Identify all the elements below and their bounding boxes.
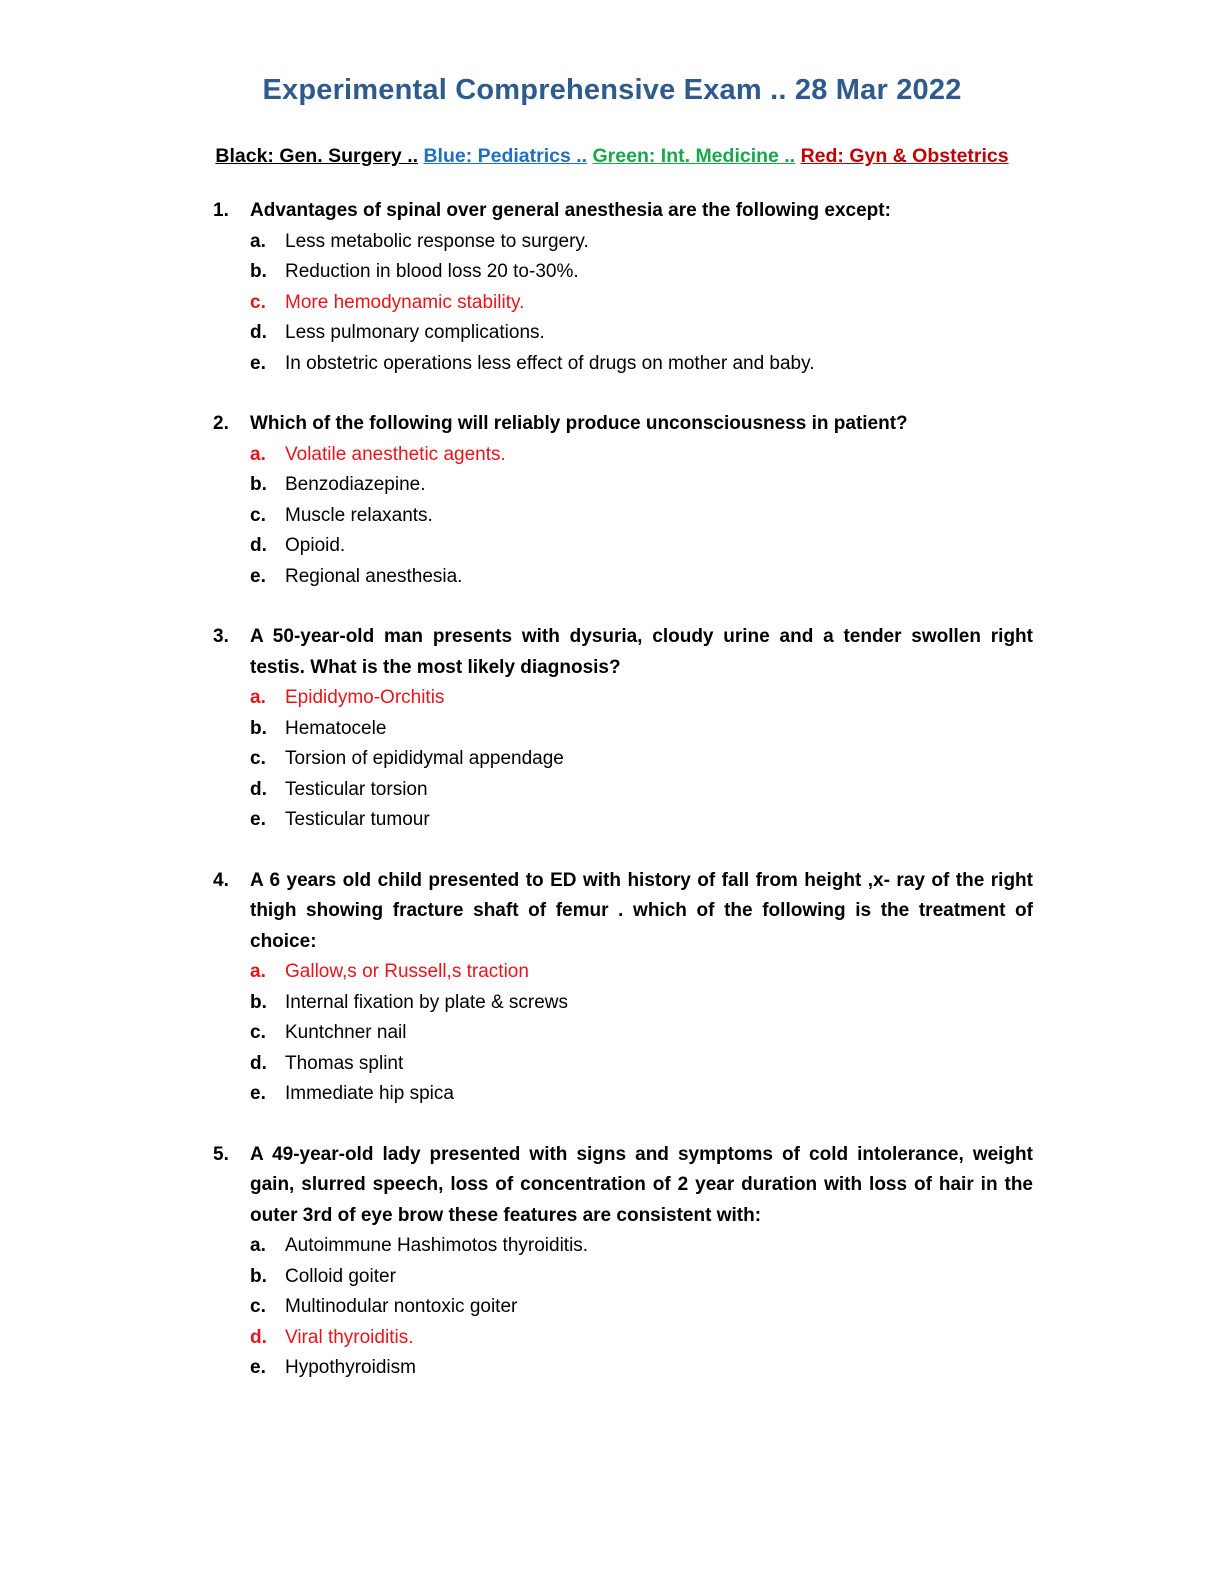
answer-option-correct [250, 1323, 1224, 1354]
answer-option [250, 470, 1224, 501]
option-text: Less pulmonary complications. [285, 322, 545, 343]
answer-option [250, 227, 1224, 258]
option-text: Internal fixation by plate & screws [285, 991, 569, 1013]
option-letter: b. [250, 991, 267, 1013]
question-2 [0, 409, 1224, 592]
option-text: Colloid goiter [285, 1265, 396, 1287]
option-text: Benzodiazepine. [285, 474, 426, 495]
option-text: Regional anesthesia. [285, 565, 463, 587]
option-letter: c. [250, 1022, 266, 1043]
question-5 [0, 1140, 1224, 1384]
answer-option [250, 1353, 1224, 1384]
option-text: Kuntchner nail [285, 1022, 407, 1043]
question-stem [213, 409, 1033, 440]
option-letter: a. [250, 443, 266, 465]
option-letter: c. [250, 291, 266, 313]
answer-option-correct [250, 440, 1224, 471]
answer-option [250, 1262, 1224, 1293]
option-text: More hemodynamic stability. [285, 291, 525, 313]
question-stem [213, 866, 1033, 958]
answer-option-correct [250, 288, 1224, 319]
option-letter: d. [250, 322, 267, 343]
answer-option [250, 501, 1224, 532]
option-text: Hypothyroidism [285, 1357, 416, 1378]
question-number: 4. [213, 869, 229, 891]
answer-option [250, 257, 1224, 288]
option-text: Testicular torsion [285, 778, 428, 800]
option-letter: b. [250, 1265, 267, 1287]
option-text: Gallow,s or Russell,s traction [285, 961, 529, 982]
answer-option-correct [250, 683, 1224, 714]
option-letter: a. [250, 230, 266, 252]
question-stem [213, 622, 1033, 683]
option-letter: b. [250, 717, 267, 739]
option-letter: e. [250, 1083, 266, 1104]
option-text: Multinodular nontoxic goiter [285, 1296, 518, 1317]
option-letter: a. [250, 1235, 266, 1256]
answer-option [250, 988, 1224, 1019]
answer-option [250, 1231, 1224, 1262]
option-text: Hematocele [285, 717, 387, 739]
option-letter: d. [250, 535, 267, 556]
option-letter: b. [250, 474, 267, 495]
legend-green: Green: Int. Medicine .. [592, 145, 796, 167]
question-text: A 49-year-old lady presented with signs and symptoms of cold intolerance, weight gain, slurred speech, loss of concentration of 2 year duration with loss of hair in the outer 3rd of eye brow these features are consistent with: [250, 1143, 1033, 1226]
option-text: Thomas splint [285, 1052, 404, 1074]
question-1 [0, 196, 1224, 379]
option-letter: e. [250, 352, 266, 374]
answer-option [250, 1079, 1224, 1110]
option-text: Viral thyroiditis. [285, 1326, 414, 1348]
option-letter: e. [250, 809, 266, 830]
question-stem [213, 1140, 1033, 1232]
question-text: A 6 years old child presented to ED with history of fall from height ,x- ray of the right thigh showing fracture shaft of femur . which of the following is the treatment of choice: [250, 869, 1033, 952]
answer-option [250, 1292, 1224, 1323]
question-number: 2. [213, 413, 229, 434]
question-3 [0, 622, 1224, 836]
option-text: Muscle relaxants. [285, 504, 433, 526]
question-number: 3. [213, 626, 229, 647]
option-letter: a. [250, 687, 266, 708]
answer-option [250, 805, 1224, 836]
page-title: Experimental Comprehensive Exam .. 28 Mar 2022 [262, 74, 962, 106]
question-number: 5. [213, 1143, 229, 1165]
option-text: In obstetric operations less effect of drugs on mother and baby. [285, 352, 815, 374]
answer-option [250, 1049, 1224, 1080]
legend-black: Black: Gen. Surgery .. [215, 145, 419, 167]
option-letter: c. [250, 1296, 266, 1317]
answer-option-correct [250, 957, 1224, 988]
legend-red: Red: Gyn & Obstetrics [800, 145, 1009, 167]
option-letter: d. [250, 1326, 267, 1348]
option-letter: a. [250, 961, 266, 982]
option-text: Immediate hip spica [285, 1083, 454, 1104]
question-list [0, 196, 1224, 1414]
answer-option [250, 744, 1224, 775]
legend-blue: Blue: Pediatrics .. [423, 145, 588, 167]
answer-option [250, 775, 1224, 806]
question-text: Advantages of spinal over general anesthesia are the following except: [250, 200, 891, 221]
answer-option [250, 349, 1224, 380]
option-text: Epididymo-Orchitis [285, 687, 445, 708]
question-number: 1. [213, 200, 229, 221]
option-text: Testicular tumour [285, 809, 430, 830]
answer-option [250, 318, 1224, 349]
option-text: Torsion of epididymal appendage [285, 748, 564, 769]
option-text: Volatile anesthetic agents. [285, 443, 506, 465]
option-letter: d. [250, 778, 267, 800]
option-letter: c. [250, 748, 266, 769]
option-letter: d. [250, 1052, 267, 1074]
option-text: Less metabolic response to surgery. [285, 230, 589, 252]
option-text: Opioid. [285, 535, 346, 556]
option-letter: e. [250, 565, 266, 587]
answer-option [250, 714, 1224, 745]
answer-option [250, 531, 1224, 562]
option-letter: c. [250, 504, 266, 526]
option-letter: e. [250, 1357, 266, 1378]
answer-option [250, 1018, 1224, 1049]
question-text: A 50-year-old man presents with dysuria, cloudy urine and a tender swollen right testis. What is the most likely diagnosis? [250, 626, 1033, 678]
option-text: Autoimmune Hashimotos thyroiditis. [285, 1235, 589, 1256]
color-legend [0, 145, 1224, 168]
option-text: Reduction in blood loss 20 to-30%. [285, 261, 579, 282]
question-stem [213, 196, 1033, 227]
option-letter: b. [250, 261, 267, 282]
question-4 [0, 866, 1224, 1110]
question-text: Which of the following will reliably produce unconsciousness in patient? [250, 413, 908, 434]
answer-option [250, 562, 1224, 593]
